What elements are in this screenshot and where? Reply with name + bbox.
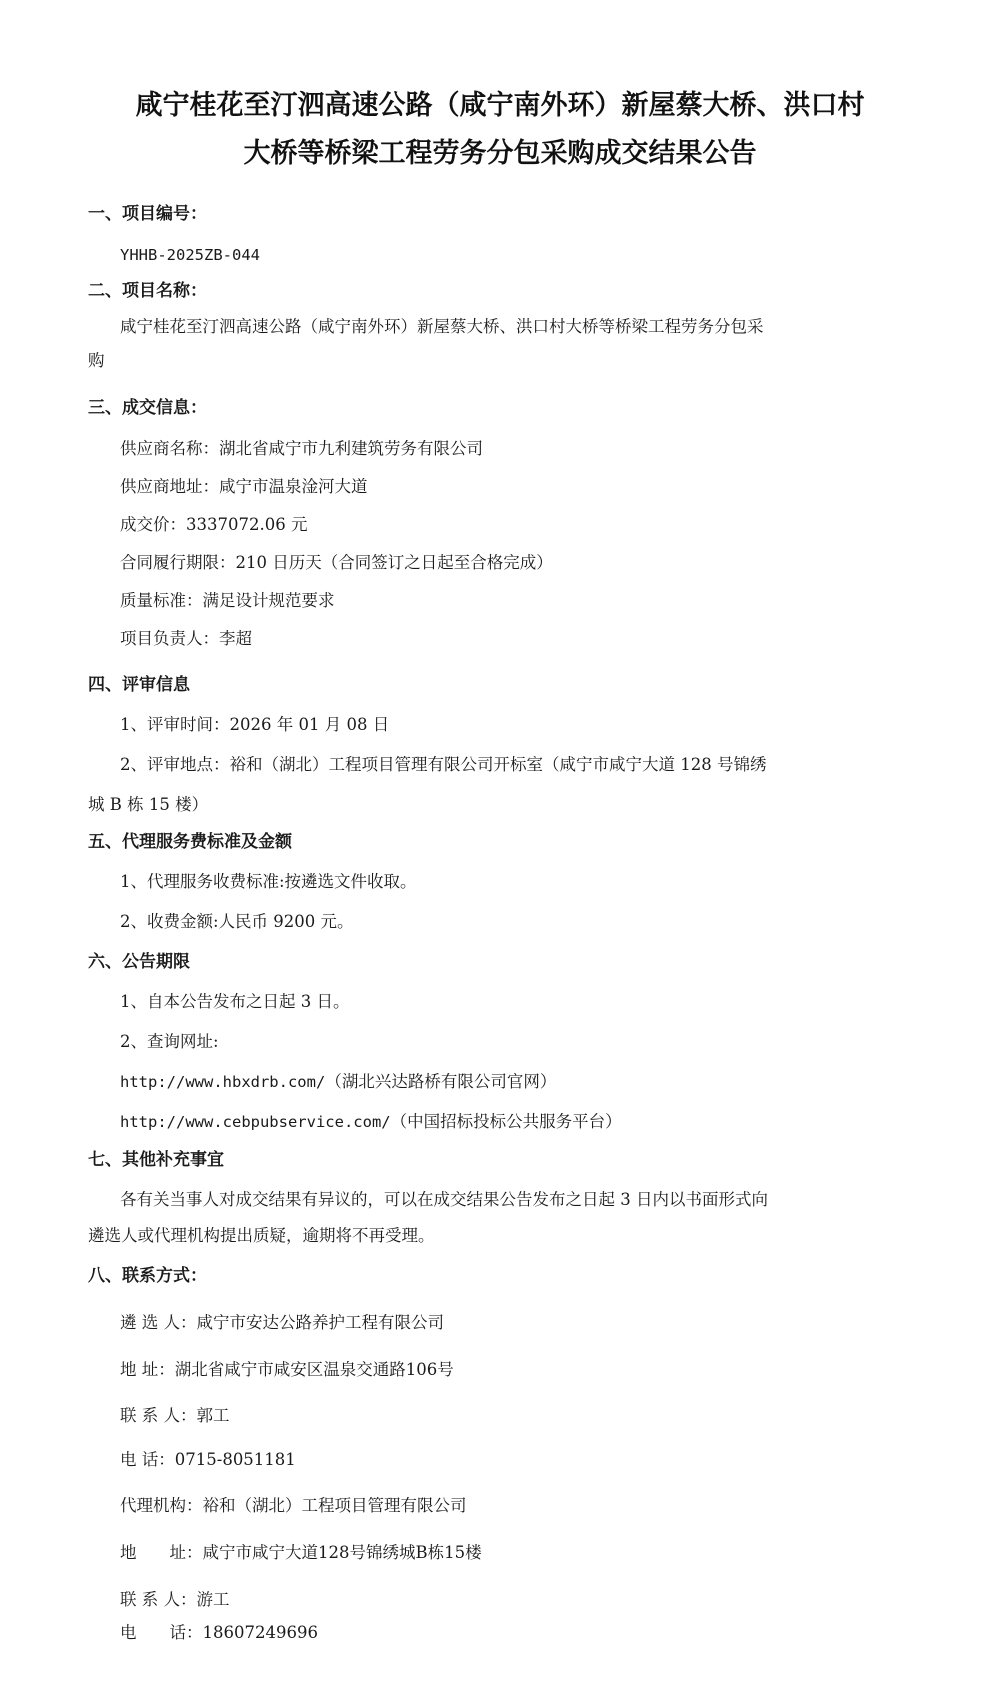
contact-agency-address-value: 咸宁市咸宁大道128号锦绣城B栋15楼 [202,1543,482,1562]
section-8-heading: 八、联系方式： [88,1266,207,1286]
query-link-2-url[interactable]: http://www.cebpubservice.com/ [120,1113,391,1131]
contact-selector-person-label: 联 系 人： [120,1406,197,1425]
contact-selector-person-value: 郭工 [196,1406,230,1425]
quality-standard: 质量标准：满足设计规范要求 [120,591,335,610]
title-line-1: 咸宁桂花至汀泗高速公路（咸宁南外环）新屋蔡大桥、洪口村 [135,90,865,121]
contact-selector [120,1312,444,1334]
objection-text-line-2: 遴选人或代理机构提出质疑，逾期将不再受理。 [88,1226,435,1245]
contact-agency [120,1495,467,1517]
query-link-1-desc: （湖北兴达路桥有限公司官网） [325,1072,557,1091]
contact-selector-address [120,1359,454,1381]
query-link-1-url[interactable]: http://www.hbxdrb.com/ [120,1073,326,1091]
objection-text-line-1: 各有关当事人对成交结果有异议的，可以在成交结果公告发布之日起 3 日内以书面形式向 [120,1190,768,1209]
title-line-2: 大桥等桥梁工程劳务分包采购成交结果公告 [243,138,757,169]
contact-selector-address-label: 地 址： [120,1360,175,1379]
contact-agency-phone [120,1622,318,1644]
contact-agency-value: 裕和（湖北）工程项目管理有限公司 [202,1496,467,1515]
contact-agency-phone-label: 电 话： [120,1623,203,1642]
query-url-label: 2、查询网址: [120,1032,219,1051]
contact-selector-label: 遴 选 人： [120,1313,197,1332]
section-6-heading: 六、公告期限 [88,952,190,972]
deal-price: 成交价：3337072.06 元 [120,515,308,534]
contact-agency-address [120,1542,482,1564]
contact-selector-phone-label: 电 话： [120,1450,175,1469]
section-2-heading: 二、项目名称： [88,281,207,301]
project-name-line-2: 购 [88,351,105,370]
section-5-heading: 五、代理服务费标准及金额 [88,832,292,852]
review-time: 1、评审时间：2026 年 01 月 08 日 [120,715,390,734]
fee-standard: 1、代理服务收费标准:按遴选文件收取。 [120,872,417,891]
project-number: YHHB-2025ZB-044 [120,246,260,264]
contact-agency-person-value: 游工 [196,1590,230,1609]
section-4-heading: 四、评审信息 [88,675,190,695]
review-location-line-1: 2、评审地点：裕和（湖北）工程项目管理有限公司开标室（咸宁市咸宁大道 128 号锦绣 [120,755,767,774]
query-link-2-desc: （中国招标投标公共服务平台） [390,1112,622,1131]
contact-agency-person [120,1589,230,1611]
supplier-name: 供应商名称：湖北省咸宁市九利建筑劳务有限公司 [120,439,483,458]
contact-agency-label: 代理机构： [120,1496,203,1515]
contact-selector-person [120,1405,230,1427]
contract-period: 合同履行期限：210 日历天（合同签订之日起至合格完成） [120,553,553,572]
query-link-1 [120,1071,556,1093]
section-1-heading: 一、项目编号： [88,204,207,224]
contact-selector-phone-value: 0715-8051181 [174,1450,296,1469]
contact-agency-address-label: 地 址： [120,1543,203,1562]
section-7-heading: 七、其他补充事宜 [88,1150,224,1170]
contact-selector-address-value: 湖北省咸宁市咸安区温泉交通路106号 [174,1360,454,1379]
contact-agency-phone-value: 18607249696 [202,1623,318,1642]
query-link-2 [120,1111,622,1133]
fee-amount: 2、收费金额:人民币 9200 元。 [120,912,354,931]
contact-selector-value: 咸宁市安达公路养护工程有限公司 [196,1313,444,1332]
contact-agency-person-label: 联 系 人： [120,1590,197,1609]
section-3-heading: 三、成交信息： [88,398,207,418]
project-name-line-1: 咸宁桂花至汀泗高速公路（咸宁南外环）新屋蔡大桥、洪口村大桥等桥梁工程劳务分包采 [120,317,764,336]
supplier-address: 供应商地址：咸宁市温泉淦河大道 [120,477,368,496]
contact-selector-phone [120,1449,296,1471]
notice-period: 1、自本公告发布之日起 3 日。 [120,992,350,1011]
review-location-line-2: 城 B 栋 15 楼） [88,795,209,814]
project-leader: 项目负责人：李超 [120,629,252,648]
